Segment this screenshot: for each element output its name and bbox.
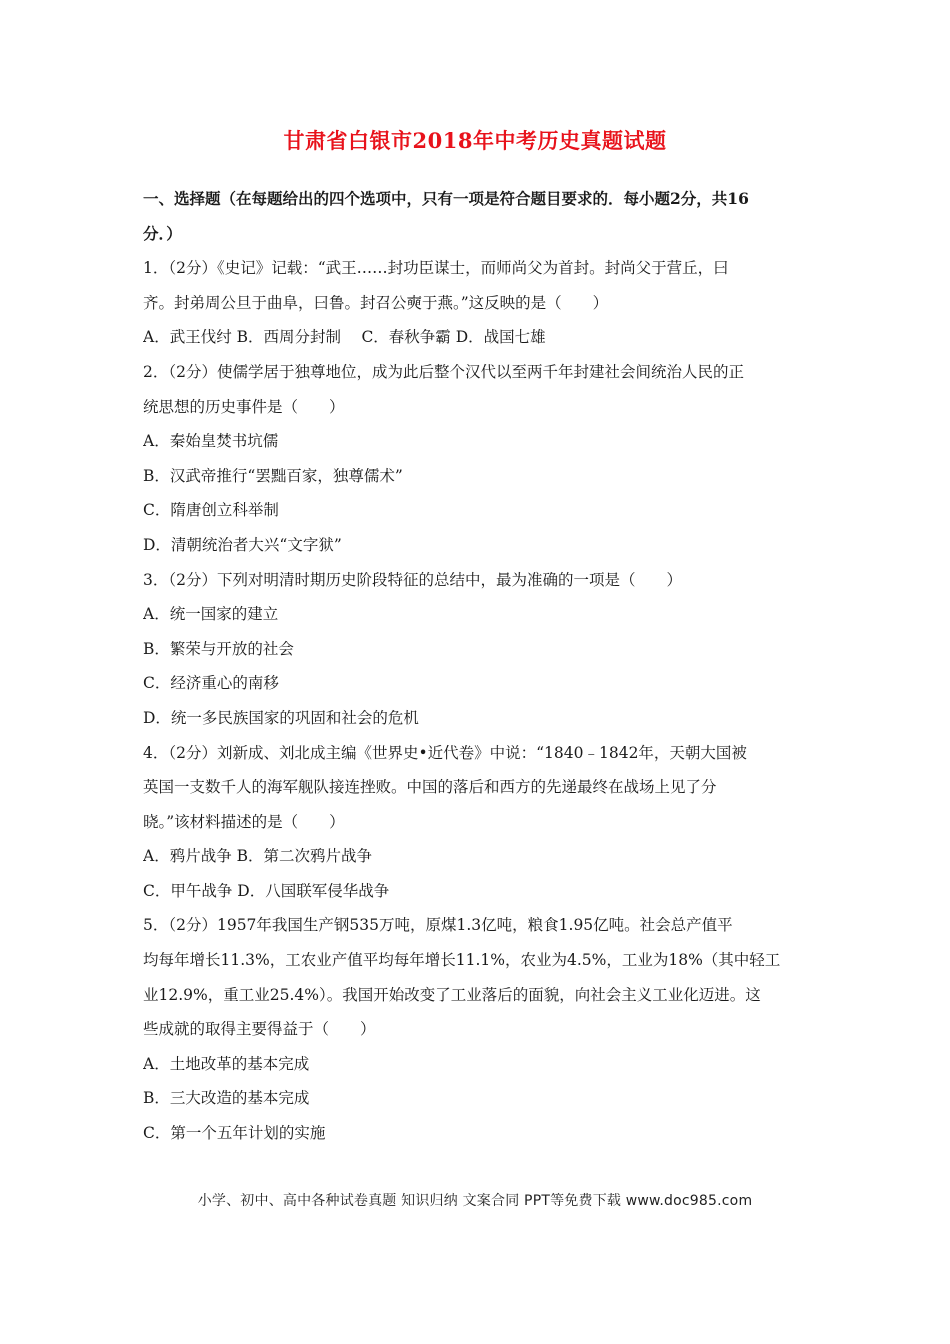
question-2-option-b: B．汉武帝推行“罢黜百家，独尊儒术” xyxy=(143,466,403,485)
question-4-stem-line-1: 4．（2分）刘新成、刘北成主编《世界史•近代卷》中说：“1840﹣1842年，天朝大国被 xyxy=(143,743,747,762)
question-5-stem-line-1: 5．（2分）1957年我国生产钢535万吨，原煤1.3亿吨，粮食1.95亿吨。社会总产值平 xyxy=(143,916,733,935)
section-heading-line-1: 一、选择题（在每题给出的四个选项中，只有一项是符合题目要求的．每小题2分，共16 xyxy=(143,189,749,208)
question-2-option-c: C．隋唐创立科举制 xyxy=(143,501,279,520)
question-1-stem-line-2: 齐。封弟周公旦于曲阜，曰鲁。封召公奭于燕。”这反映的是（ ） xyxy=(143,293,609,312)
question-3-option-a: A．统一国家的建立 xyxy=(143,605,279,624)
question-3-option-d: D．统一多民族国家的巩固和社会的危机 xyxy=(143,708,419,727)
question-3 xyxy=(143,563,809,736)
question-3-option-b: B．繁荣与开放的社会 xyxy=(143,639,294,658)
question-5-option-a: A．土地改革的基本完成 xyxy=(143,1054,310,1073)
question-5 xyxy=(143,908,809,1150)
question-4-options-ab: A．鸦片战争 B．第二次鸦片战争 xyxy=(143,847,373,866)
question-4-stem-line-2: 英国一支数千人的海军舰队接连挫败。中国的落后和西方的先递最终在战场上见了分 xyxy=(143,778,717,797)
question-content xyxy=(143,182,809,1151)
section-heading-line-2: 分．） xyxy=(143,223,182,243)
question-2-option-a: A．秦始皇焚书坑儒 xyxy=(143,432,279,451)
question-2 xyxy=(143,355,809,563)
question-3-option-c: C．经济重心的南移 xyxy=(143,674,279,693)
question-4 xyxy=(143,736,809,909)
document-title: 甘肃省白银市2018年中考历史真题试题 xyxy=(283,128,667,153)
question-5-stem-line-4: 些成就的取得主要得益于（ ） xyxy=(143,1020,376,1039)
question-5-stem-line-2: 均每年增长11.3%，工农业产值平均每年增长11.1%，农业为4.5%，工业为18%（其中轻工 xyxy=(143,951,781,970)
question-5-option-c: C．第一个五年计划的实施 xyxy=(143,1124,326,1143)
question-4-stem-line-3: 晓。”该材料描述的是（ ） xyxy=(143,812,345,831)
question-2-stem-line-1: 2．（2分）使儒学居于独尊地位，成为此后整个汉代以至两千年封建社会间统治人民的正 xyxy=(143,362,744,381)
question-1 xyxy=(143,251,809,355)
question-3-stem-line-1: 3．（2分）下列对明清时期历史阶段特征的总结中，最为准确的一项是（ ） xyxy=(143,570,682,589)
question-2-option-d: D．清朝统治者大兴“文字狱” xyxy=(143,535,342,554)
question-5-stem-line-3: 业12.9%，重工业25.4%）。我国开始改变了工业落后的面貌，向社会主义工业化迈进。这 xyxy=(143,985,761,1004)
question-5-option-b: B．三大改造的基本完成 xyxy=(143,1089,310,1108)
question-4-options-cd: C．甲午战争 D．八国联军侵华战争 xyxy=(143,881,390,900)
question-1-stem-line-1: 1．（2分）《史记》记载：“武王……封功臣谋士，而师尚父为首封。封尚父于营丘，曰 xyxy=(143,259,729,278)
question-2-stem-line-2: 统思想的历史事件是（ ） xyxy=(143,397,345,416)
question-1-options: A．武王伐纣 B．西周分封制 C．春秋争霸 D．战国七雄 xyxy=(143,328,546,347)
page-footer: 小学、初中、高中各种试卷真题 知识归纳 文案合同 PPT等免费下载 www.doc985.com xyxy=(197,1193,753,1209)
